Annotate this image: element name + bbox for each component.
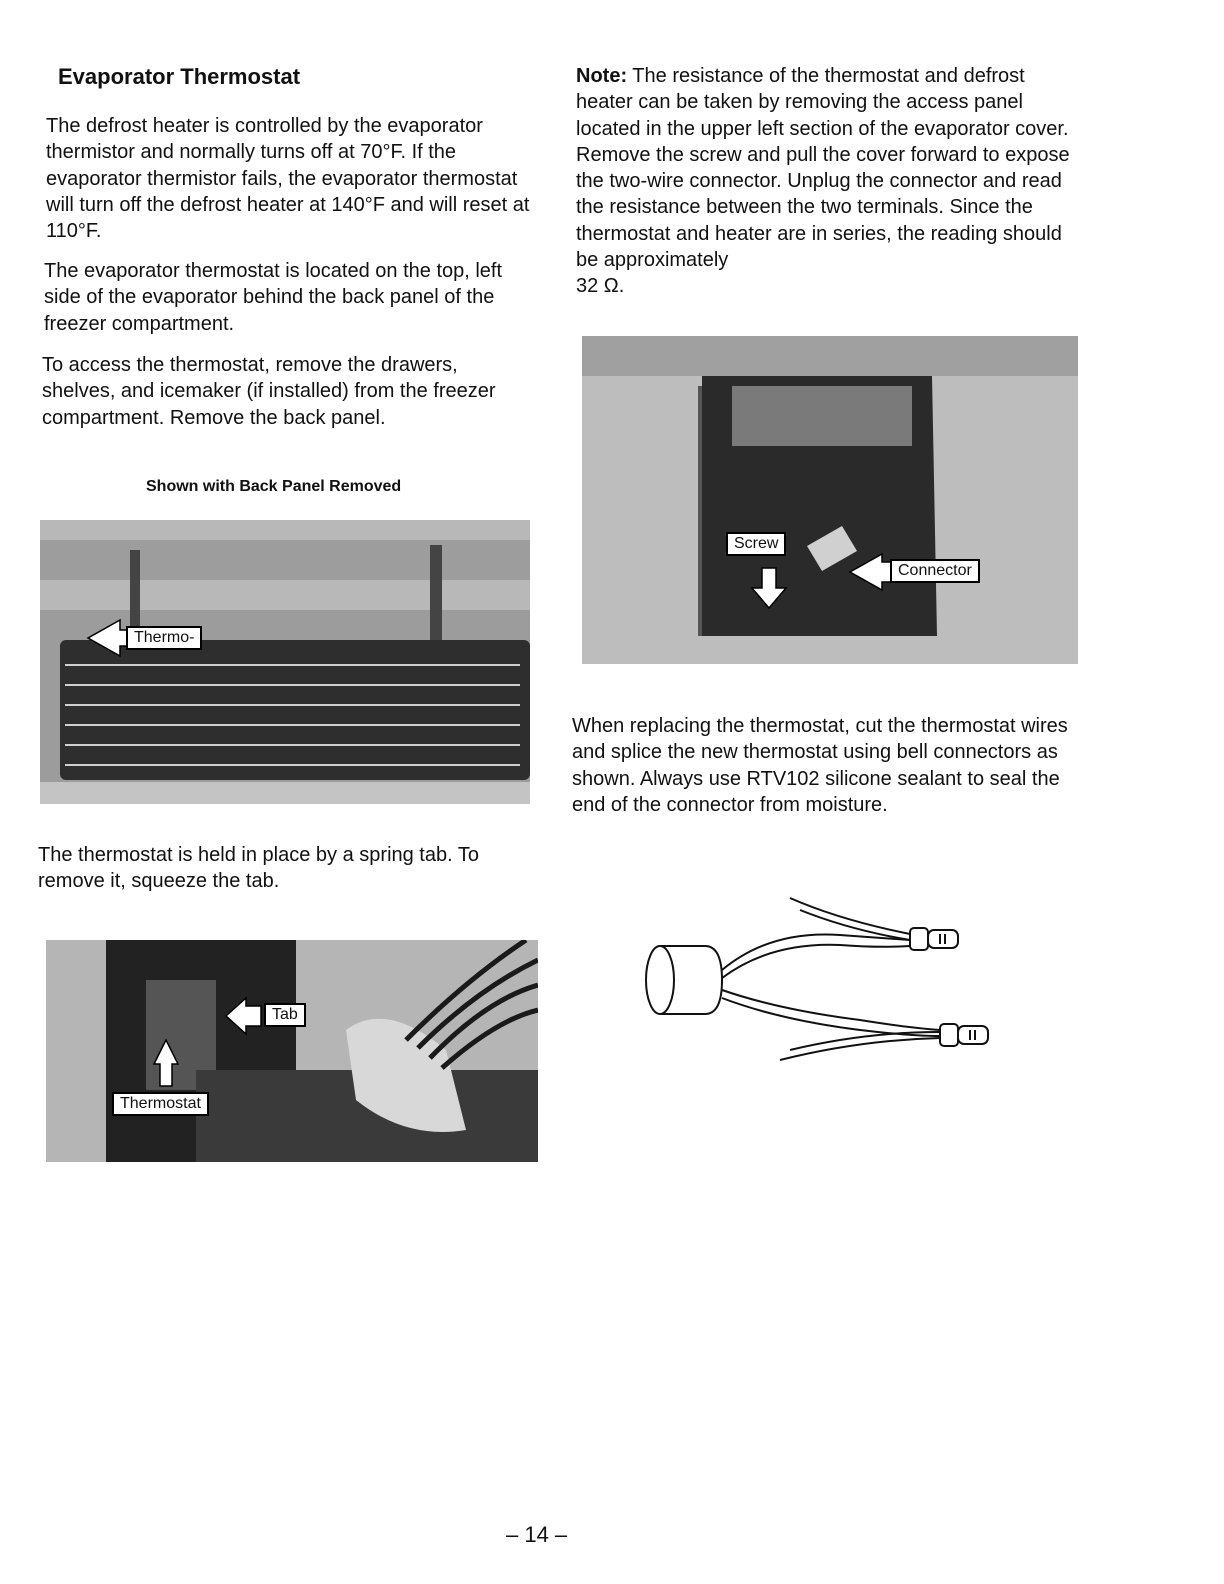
page-number: – 14 – bbox=[506, 1522, 568, 1547]
bell-connector-diagram bbox=[640, 890, 1010, 1070]
thermostat-label: Thermostat bbox=[112, 1092, 209, 1116]
thermostat-tab-photo bbox=[46, 940, 538, 1162]
resistance-value: 32 Ω. bbox=[576, 275, 625, 297]
tab-label: Tab bbox=[264, 1003, 306, 1027]
paragraph-spring-tab: The thermostat is held in place by a spring tab. To remove it, squeeze the tab. bbox=[38, 844, 479, 893]
paragraph-defrost-heater: The defrost heater is controlled by the evaporator thermistor and normally turns off at 70°F. If the evaporator thermistor fails, the evaporator thermostat will turn off the defrost heater at 140°F and will reset at 110°F. bbox=[46, 115, 530, 243]
thermo-label: Thermo- bbox=[126, 626, 202, 650]
paragraph-location: The evaporator thermostat is located on the top, left side of the evaporator behind the back panel of the freezer compartment. bbox=[44, 260, 503, 335]
paragraph-replacing: When replacing the thermostat, cut the thermostat wires and splice the new thermostat using bell connectors as shown. Always use RTV102 silicone sealant to seal the end of the connector from moisture. bbox=[572, 715, 1068, 816]
paragraph-access: To access the thermostat, remove the drawers, shelves, and icemaker (if installed) from the freezer compartment. Remove the back panel. bbox=[42, 354, 496, 429]
photo-caption: Shown with Back Panel Removed bbox=[146, 478, 402, 495]
note-label: Note: bbox=[576, 65, 628, 87]
section-title: Evaporator Thermostat bbox=[58, 64, 301, 89]
access-panel-photo bbox=[582, 336, 1078, 664]
screw-label: Screw bbox=[726, 532, 786, 556]
note-text: The resistance of the thermostat and defrost heater can be taken by removing the access panel located in the upper left section of the evaporator cover. Remove the screw and pull the cover forward to expose the two-wire connector. Unplug the connector and read the resistance between the two terminals. Since the thermostat and heater are in series, the reading should be approximately bbox=[576, 65, 1070, 272]
connector-label: Connector bbox=[890, 559, 980, 583]
note-paragraph bbox=[576, 63, 1076, 273]
evaporator-photo bbox=[40, 520, 530, 804]
